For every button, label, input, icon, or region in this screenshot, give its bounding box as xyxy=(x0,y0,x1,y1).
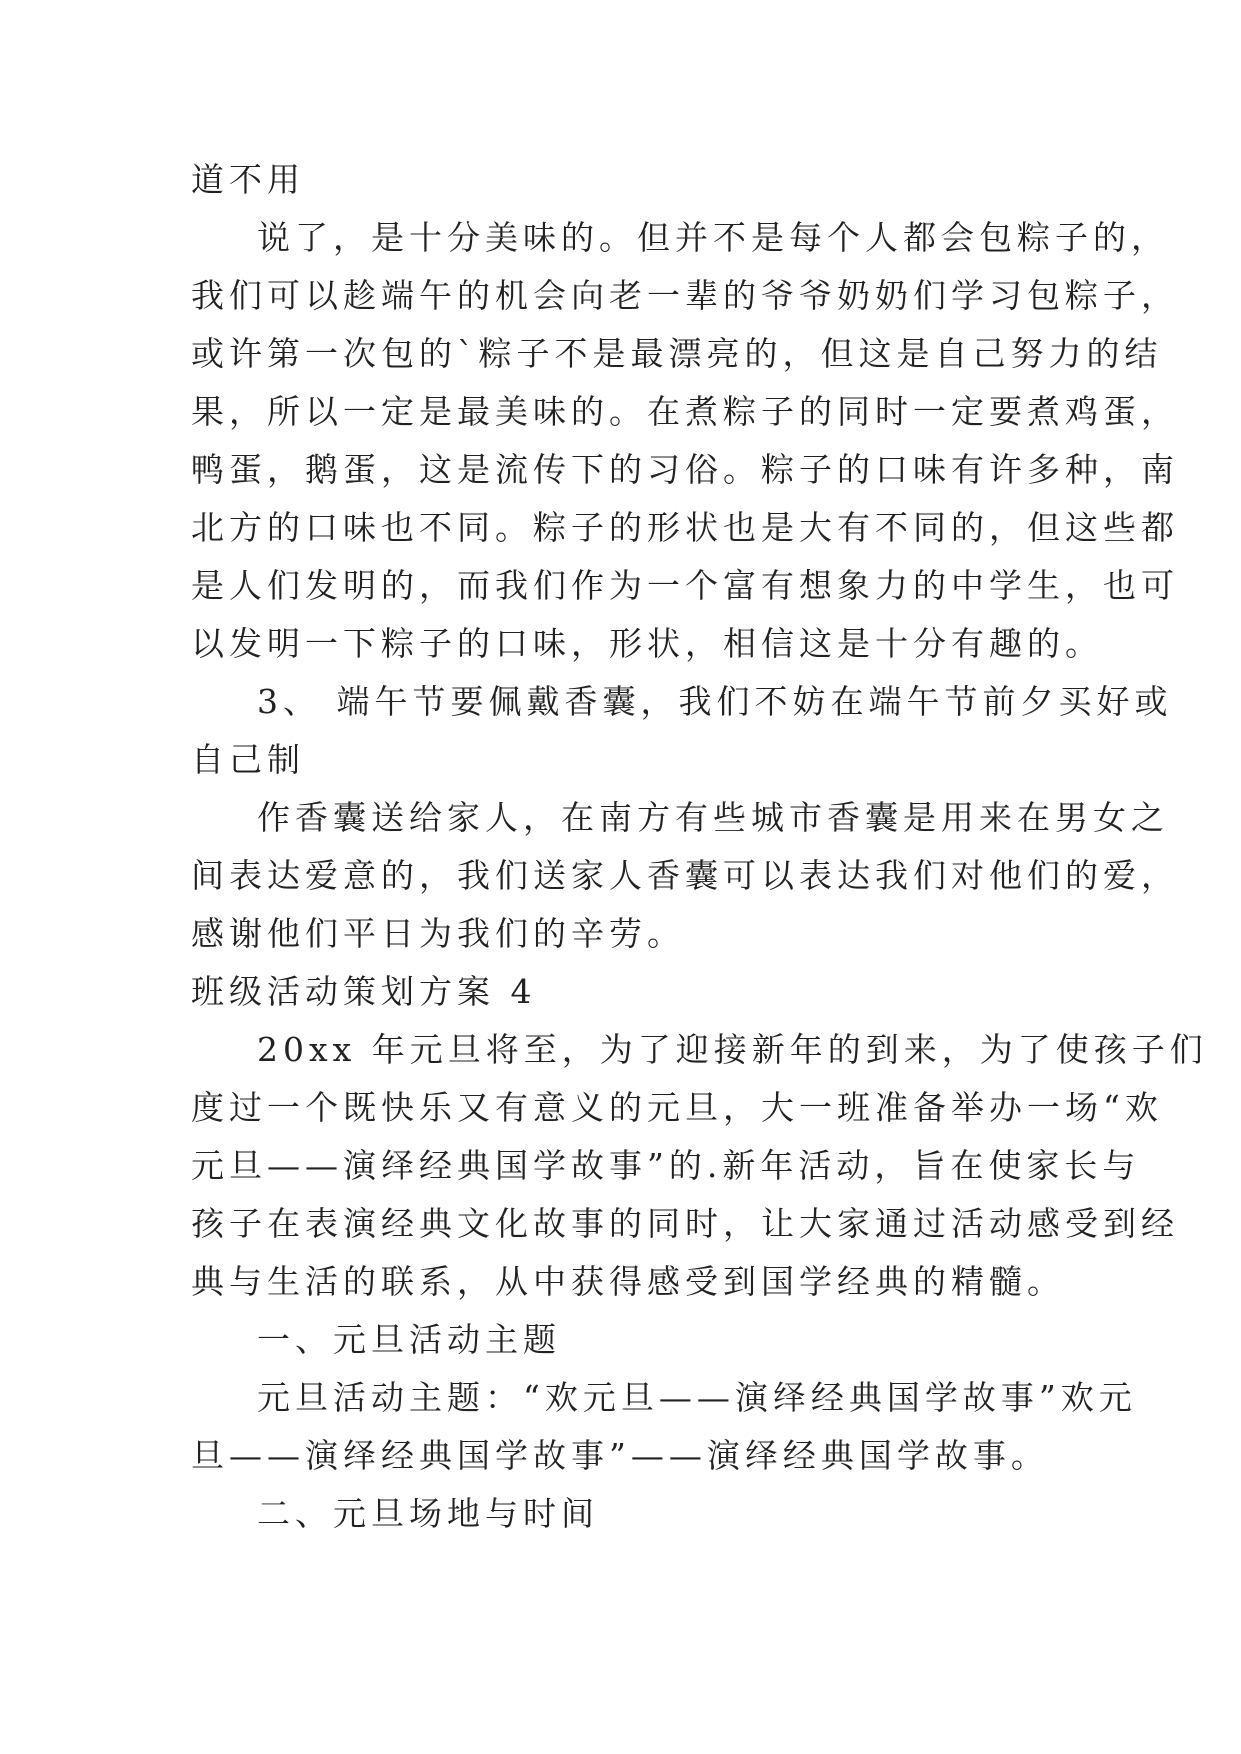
text-line: 是人们发明的，而我们作为一个富有想象力的中学生，也可 xyxy=(191,566,1179,605)
text-line: 元旦——演绎经典国学故事”的.新年活动，旨在使家长与 xyxy=(191,1146,1141,1185)
text-line: 果，所以一定是最美味的。在煮粽子的同时一定要煮鸡蛋， xyxy=(191,392,1179,431)
text-line: 3、 端午节要佩戴香囊，我们不妨在端午节前夕买好或 xyxy=(257,682,1173,721)
subheading: 一、元旦活动主题 xyxy=(257,1320,561,1359)
subheading: 二、元旦场地与时间 xyxy=(257,1494,599,1533)
text-line: 旦——演绎经典国学故事”——演绎经典国学故事。 xyxy=(191,1436,1049,1475)
text-line: 作香囊送给家人，在南方有些城市香囊是用来在男女之 xyxy=(257,798,1169,837)
text-line: 鸭蛋，鹅蛋，这是流传下的习俗。粽子的口味有许多种，南 xyxy=(191,450,1179,489)
text-line: 元旦活动主题：“欢元旦——演绎经典国学故事”欢元 xyxy=(257,1378,1137,1417)
text-line: 我们可以趁端午的机会向老一辈的爷爷奶奶们学习包粽子， xyxy=(191,276,1179,315)
text-line: 道不用 xyxy=(191,160,305,199)
text-line: 说了，是十分美味的。但并不是每个人都会包粽子的， xyxy=(257,218,1169,257)
text-line: 度过一个既快乐又有意义的元旦，大一班准备举办一场“欢 xyxy=(191,1088,1163,1127)
text-line: 或许第一次包的`粽子不是最漂亮的，但这是自己努力的结 xyxy=(191,334,1163,373)
text-line: 北方的口味也不同。粽子的形状也是大有不同的，但这些都 xyxy=(191,508,1179,547)
section-heading: 班级活动策划方案 4 xyxy=(191,972,537,1011)
text-line: 典与生活的联系，从中获得感受到国学经典的精髓。 xyxy=(191,1262,1065,1301)
text-line: 以发明一下粽子的口味，形状，相信这是十分有趣的。 xyxy=(191,624,1103,663)
text-line: 感谢他们平日为我们的辛劳。 xyxy=(191,914,685,953)
text-line: 自己制 xyxy=(191,740,305,779)
text-line: 20xx 年元旦将至，为了迎接新年的到来，为了使孩子们 xyxy=(257,1030,1208,1069)
text-line: 间表达爱意的，我们送家人香囊可以表达我们对他们的爱， xyxy=(191,856,1179,895)
text-line: 孩子在表演经典文化故事的同时，让大家通过活动感受到经 xyxy=(191,1204,1179,1243)
